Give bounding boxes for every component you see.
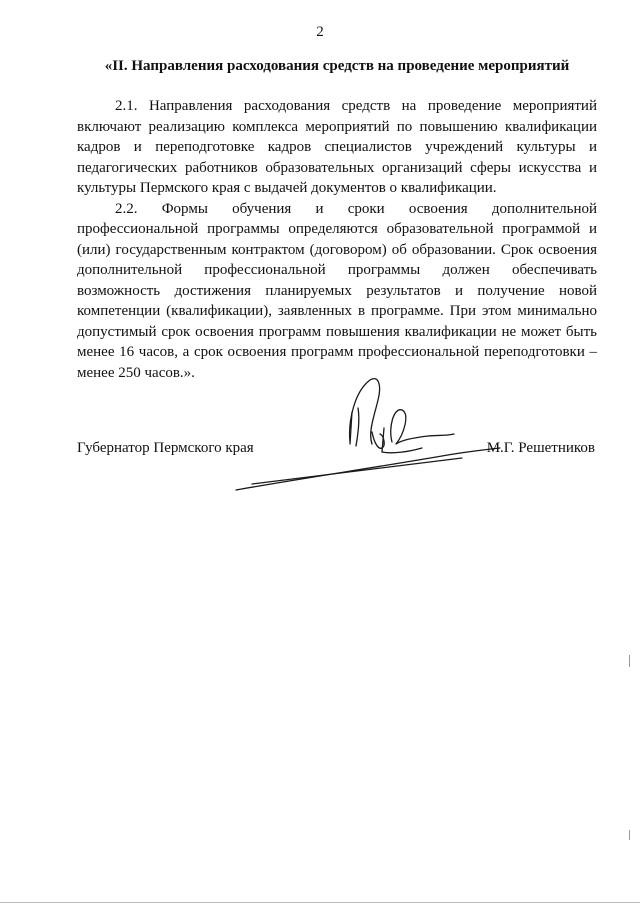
margin-mark — [629, 655, 630, 667]
page-edge-line — [0, 902, 640, 903]
handwritten-signature — [232, 372, 502, 492]
paragraph-2-1: 2.1. Направления расходования средств на проведение мероприятий включают реализацию комплекса мероприятий по повышению квалификации кадров и переподготовке кадров специалистов учреждений культуры и педагогических работников образовательных организаций сферы искусства и культуры Пермского края с выдачей документов о квалификации. — [77, 98, 597, 196]
signatory-title: Губернатор Пермского края — [77, 440, 254, 456]
margin-mark — [629, 830, 630, 840]
section-body — [77, 96, 597, 383]
paragraph-2-2: 2.2. Формы обучения и сроки освоения дополнительной профессиональной программы определяются образовательной программой и (или) государственным контрактом (договором) об образовании. Срок освоения дополнительной профессиональной программы должен обеспечивать возможность достижения планируемых результатов и получение новой компетенции (квалификации), заявленных в программе. При этом минимально допустимый срок освоения программ повышения квалификации не может быть менее 16 часов, а срок освоения программ профессиональной переподготовки – менее 250 часов.». — [77, 200, 597, 381]
page-number: 2 — [316, 24, 324, 40]
section-heading: «II. Направления расходования средств на проведение мероприятий — [104, 58, 570, 74]
signatory-name: М.Г. Решетников — [486, 440, 595, 456]
